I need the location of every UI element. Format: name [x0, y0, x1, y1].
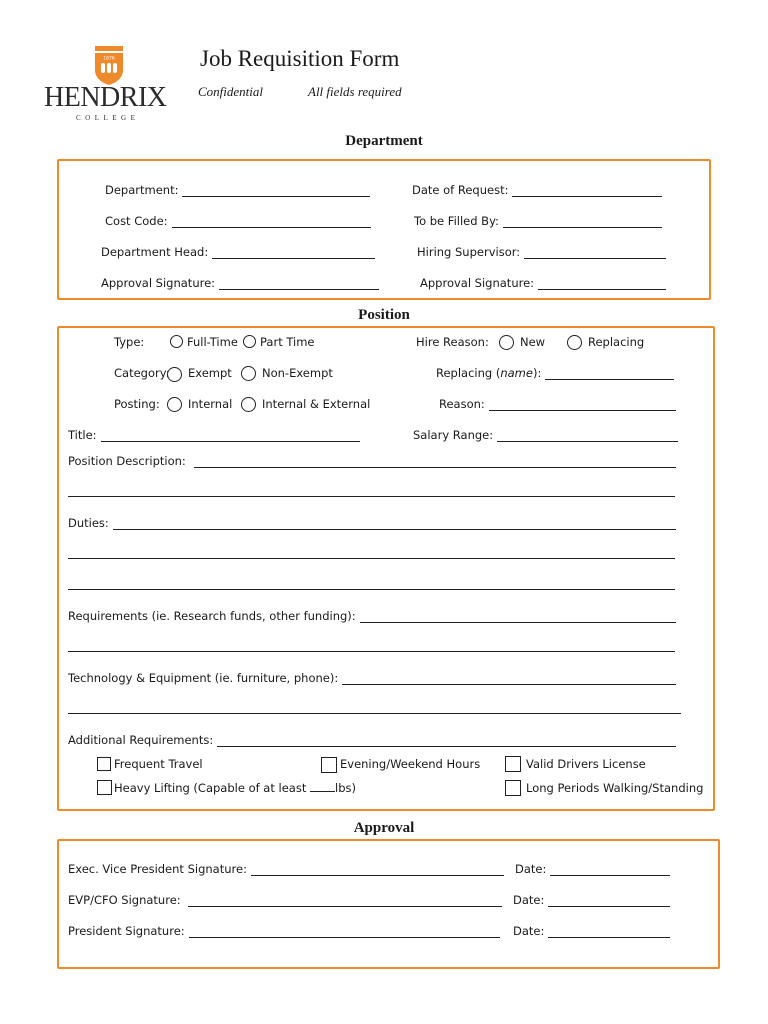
replacing-name-field[interactable]: Replacing (name):	[436, 366, 674, 380]
type-label: Type:	[114, 335, 145, 349]
hiring-supervisor-field[interactable]: Hiring Supervisor:	[417, 245, 666, 259]
evp-signature-field[interactable]: Exec. Vice President Signature:	[68, 862, 504, 876]
date-field-1[interactable]: Date:	[515, 862, 670, 876]
duties-field[interactable]: Duties:	[68, 516, 676, 530]
radio-internal-external[interactable]	[241, 397, 256, 412]
date-field-3[interactable]: Date:	[513, 924, 670, 938]
confidential-note: Confidential	[198, 84, 263, 99]
checkbox-evening-weekend[interactable]	[321, 757, 337, 773]
title-field[interactable]: Title:	[68, 428, 360, 442]
logo-name: HENDRIX	[44, 82, 167, 113]
valid-drivers-label: Valid Drivers License	[526, 757, 646, 771]
form-title: Job Requisition Form	[200, 46, 400, 71]
internal-external-label: Internal & External	[262, 397, 371, 411]
radio-exempt[interactable]	[167, 367, 182, 382]
duties-line-2[interactable]	[68, 558, 675, 559]
part-time-label: Part Time	[260, 335, 315, 349]
duties-line-3[interactable]	[68, 589, 675, 590]
requirements-field[interactable]: Requirements (ie. Research funds, other funding):	[68, 609, 676, 623]
checkbox-long-periods[interactable]	[505, 780, 521, 796]
approval-section-title: Approval	[353, 820, 415, 836]
technology-line-2[interactable]	[68, 713, 681, 714]
non-exempt-label: Non-Exempt	[262, 366, 333, 380]
technology-field[interactable]: Technology & Equipment (ie. furniture, phone):	[68, 671, 676, 685]
radio-replacing[interactable]	[567, 335, 582, 350]
position-section-title: Position	[358, 307, 410, 323]
radio-internal[interactable]	[167, 397, 182, 412]
department-section-title: Department	[345, 133, 423, 149]
full-time-label: Full-Time	[187, 335, 238, 349]
approval-signature-field-2[interactable]: Approval Signature:	[420, 276, 666, 290]
radio-non-exempt[interactable]	[241, 366, 256, 381]
president-signature-field[interactable]: President Signature:	[68, 924, 500, 938]
checkbox-heavy-lifting[interactable]	[97, 780, 112, 795]
position-description-field[interactable]: Position Description:	[68, 454, 676, 468]
department-head-field[interactable]: Department Head:	[101, 245, 375, 259]
checkbox-frequent-travel[interactable]	[97, 757, 111, 771]
to-be-filled-by-field[interactable]: To be Filled By:	[414, 214, 662, 228]
date-field-2[interactable]: Date:	[513, 893, 670, 907]
frequent-travel-label: Frequent Travel	[114, 757, 203, 771]
radio-new[interactable]	[499, 335, 514, 350]
checkbox-valid-drivers[interactable]	[505, 756, 521, 772]
required-note: All fields required	[308, 84, 402, 99]
radio-part-time[interactable]	[243, 335, 256, 348]
internal-label: Internal	[188, 397, 233, 411]
additional-requirements-field[interactable]: Additional Requirements:	[68, 733, 676, 747]
requirements-line-2[interactable]	[68, 651, 675, 652]
reason-field[interactable]: Reason:	[439, 397, 676, 411]
heavy-lifting-label: Heavy Lifting (Capable of at least lbs)	[114, 781, 356, 795]
logo-subtitle: COLLEGE	[76, 114, 140, 122]
new-label: New	[520, 335, 546, 349]
category-label: Category:	[114, 366, 170, 380]
replacing-label: Replacing	[588, 335, 645, 349]
department-field[interactable]: Department:	[105, 183, 370, 197]
logo-year: 1876	[103, 56, 115, 62]
long-periods-label: Long Periods Walking/Standing	[526, 781, 704, 795]
date-of-request-field[interactable]: Date of Request:	[412, 183, 662, 197]
posting-label: Posting:	[114, 397, 160, 411]
salary-range-field[interactable]: Salary Range:	[413, 428, 678, 442]
evening-weekend-label: Evening/Weekend Hours	[340, 757, 481, 771]
cost-code-field[interactable]: Cost Code:	[105, 214, 371, 228]
radio-full-time[interactable]	[170, 335, 183, 348]
position-description-line-2[interactable]	[68, 496, 675, 497]
exempt-label: Exempt	[188, 366, 232, 380]
approval-signature-field-1[interactable]: Approval Signature:	[101, 276, 379, 290]
cfo-signature-field[interactable]: EVP/CFO Signature:	[68, 893, 502, 907]
hire-reason-label: Hire Reason:	[416, 335, 489, 349]
